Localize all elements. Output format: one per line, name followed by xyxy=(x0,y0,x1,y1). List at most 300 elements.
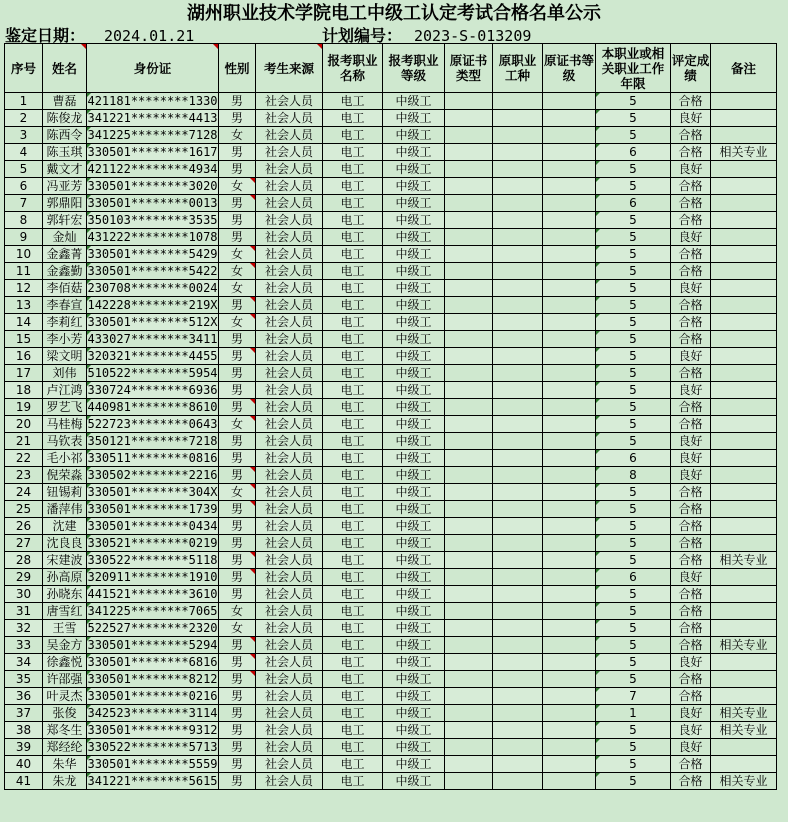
cell-name: 陈俊龙 xyxy=(43,110,87,127)
cell-gender: 男 xyxy=(219,144,256,161)
number-as-text-marker-icon xyxy=(87,365,91,369)
table-row xyxy=(5,178,777,195)
cell-index: 11 xyxy=(5,263,43,280)
number-as-text-marker-icon xyxy=(596,416,600,420)
cell-remark xyxy=(711,484,777,501)
cell-work-years: 5 xyxy=(596,297,671,314)
cell-result: 合格 xyxy=(671,297,711,314)
cell-occupation: 电工 xyxy=(323,382,383,399)
number-as-text-marker-icon xyxy=(87,178,91,182)
cell-occupation: 电工 xyxy=(323,552,383,569)
comment-marker-icon xyxy=(250,501,255,506)
cell-source: 社会人员 xyxy=(256,450,323,467)
cell-id-number: 510522********5954 xyxy=(87,366,218,380)
cell-index: 22 xyxy=(5,450,43,467)
table-row xyxy=(5,484,777,501)
cell-orig-trade xyxy=(493,144,543,161)
cell-level: 中级工 xyxy=(383,263,445,280)
cell-source: 社会人员 xyxy=(256,161,323,178)
cell-remark xyxy=(711,110,777,127)
cell-level: 中级工 xyxy=(383,756,445,773)
cell-orig-trade xyxy=(493,450,543,467)
cell-id-number: 330501********512X xyxy=(87,315,218,329)
cell-name: 潘萍伟 xyxy=(43,501,87,518)
cell-name: 卢江鸿 xyxy=(43,382,87,399)
cell-orig-cert-type xyxy=(445,195,493,212)
cell-orig-cert-level xyxy=(543,365,596,382)
cell-orig-trade xyxy=(493,263,543,280)
cell-id-number: 330501********8212 xyxy=(87,672,218,686)
cell-gender: 男 xyxy=(219,93,256,110)
cell-level: 中级工 xyxy=(383,586,445,603)
cell-remark: 相关专业 xyxy=(711,637,777,654)
cell-level: 中级工 xyxy=(383,569,445,586)
cell-work-years: 5 xyxy=(596,535,671,552)
cell-result: 良好 xyxy=(671,280,711,297)
cell-source: 社会人员 xyxy=(256,399,323,416)
cell-orig-cert-level xyxy=(543,620,596,637)
cell-orig-cert-type xyxy=(445,93,493,110)
table-row xyxy=(5,297,777,314)
table-row xyxy=(5,739,777,756)
table-row xyxy=(5,314,777,331)
table-row xyxy=(5,552,777,569)
cell-level: 中级工 xyxy=(383,688,445,705)
results-table xyxy=(4,43,777,790)
cell-source: 社会人员 xyxy=(256,535,323,552)
cell-gender: 男 xyxy=(219,433,256,450)
cell-index: 38 xyxy=(5,722,43,739)
cell-name: 朱华 xyxy=(43,756,87,773)
header-remark: 备注 xyxy=(711,44,777,93)
cell-orig-cert-level xyxy=(543,756,596,773)
cell-gender: 男 xyxy=(219,467,256,484)
cell-index: 18 xyxy=(5,382,43,399)
cell-index: 2 xyxy=(5,110,43,127)
cell-orig-trade xyxy=(493,93,543,110)
cell-orig-cert-level xyxy=(543,110,596,127)
cell-name: 金鑫勤 xyxy=(43,263,87,280)
cell-orig-cert-level xyxy=(543,773,596,790)
number-as-text-marker-icon xyxy=(596,552,600,556)
number-as-text-marker-icon xyxy=(87,637,91,641)
header-row xyxy=(5,44,777,93)
cell-orig-cert-level xyxy=(543,688,596,705)
cell-level: 中级工 xyxy=(383,722,445,739)
cell-occupation: 电工 xyxy=(323,331,383,348)
number-as-text-marker-icon xyxy=(596,229,600,233)
cell-occupation: 电工 xyxy=(323,365,383,382)
number-as-text-marker-icon xyxy=(596,773,600,777)
cell-remark xyxy=(711,739,777,756)
cell-id-number: 320911********1910 xyxy=(87,570,218,584)
cell-orig-cert-type xyxy=(445,501,493,518)
cell-id-number: 330501********3020 xyxy=(87,179,218,193)
plan-number-value: 2023-S-013209 xyxy=(414,27,532,45)
cell-orig-trade xyxy=(493,467,543,484)
cell-source: 社会人员 xyxy=(256,178,323,195)
cell-work-years: 6 xyxy=(596,144,671,161)
number-as-text-marker-icon xyxy=(596,518,600,522)
cell-level: 中级工 xyxy=(383,433,445,450)
cell-result: 良好 xyxy=(671,348,711,365)
cell-orig-trade xyxy=(493,348,543,365)
cell-remark xyxy=(711,535,777,552)
number-as-text-marker-icon xyxy=(87,297,91,301)
cell-orig-cert-level xyxy=(543,263,596,280)
cell-orig-trade xyxy=(493,331,543,348)
cell-orig-cert-type xyxy=(445,110,493,127)
cell-level: 中级工 xyxy=(383,110,445,127)
cell-orig-cert-level xyxy=(543,739,596,756)
table-row xyxy=(5,688,777,705)
cell-occupation: 电工 xyxy=(323,348,383,365)
cell-work-years: 5 xyxy=(596,671,671,688)
cell-orig-cert-level xyxy=(543,314,596,331)
cell-result: 良好 xyxy=(671,450,711,467)
cell-level: 中级工 xyxy=(383,501,445,518)
cell-orig-cert-level xyxy=(543,348,596,365)
comment-marker-icon xyxy=(250,637,255,642)
cell-work-years: 5 xyxy=(596,773,671,790)
cell-index: 19 xyxy=(5,399,43,416)
cell-orig-trade xyxy=(493,705,543,722)
cell-orig-trade xyxy=(493,603,543,620)
cell-index: 32 xyxy=(5,620,43,637)
number-as-text-marker-icon xyxy=(87,110,91,114)
number-as-text-marker-icon xyxy=(596,569,600,573)
cell-orig-cert-level xyxy=(543,722,596,739)
cell-id-number: 330501********9312 xyxy=(87,723,218,737)
cell-gender: 女 xyxy=(219,246,256,263)
cell-remark xyxy=(711,365,777,382)
cell-gender: 女 xyxy=(219,484,256,501)
comment-marker-icon xyxy=(250,484,255,489)
cell-source: 社会人员 xyxy=(256,688,323,705)
cell-work-years: 5 xyxy=(596,212,671,229)
cell-orig-cert-type xyxy=(445,212,493,229)
cell-level: 中级工 xyxy=(383,127,445,144)
cell-result: 合格 xyxy=(671,195,711,212)
comment-marker-icon xyxy=(250,654,255,659)
cell-orig-trade xyxy=(493,688,543,705)
page-title: 湖州职业技术学院电工中级工认定考试合格名单公示 xyxy=(187,3,601,24)
cell-gender: 男 xyxy=(219,773,256,790)
cell-orig-cert-level xyxy=(543,671,596,688)
cell-remark xyxy=(711,450,777,467)
cell-gender: 女 xyxy=(219,263,256,280)
cell-gender: 男 xyxy=(219,450,256,467)
cell-occupation: 电工 xyxy=(323,161,383,178)
cell-level: 中级工 xyxy=(383,552,445,569)
cell-id-number: 330501********6816 xyxy=(87,655,218,669)
cell-name: 沈建 xyxy=(43,518,87,535)
results-table-body xyxy=(5,93,777,790)
table-row xyxy=(5,773,777,790)
cell-source: 社会人员 xyxy=(256,348,323,365)
cell-work-years: 5 xyxy=(596,314,671,331)
cell-remark: 相关专业 xyxy=(711,722,777,739)
table-row xyxy=(5,365,777,382)
cell-remark xyxy=(711,161,777,178)
cell-index: 4 xyxy=(5,144,43,161)
table-row xyxy=(5,467,777,484)
number-as-text-marker-icon xyxy=(596,586,600,590)
cell-id-number: 341225********7065 xyxy=(87,604,218,618)
cell-id-number: 330501********0013 xyxy=(87,196,218,210)
cell-remark: 相关专业 xyxy=(711,773,777,790)
cell-work-years: 5 xyxy=(596,127,671,144)
cell-orig-cert-level xyxy=(543,569,596,586)
cell-occupation: 电工 xyxy=(323,739,383,756)
comment-marker-icon xyxy=(250,297,255,302)
number-as-text-marker-icon xyxy=(87,552,91,556)
cell-orig-cert-level xyxy=(543,637,596,654)
table-row xyxy=(5,501,777,518)
cell-orig-cert-type xyxy=(445,127,493,144)
cell-orig-cert-level xyxy=(543,416,596,433)
cell-orig-cert-level xyxy=(543,535,596,552)
cell-work-years: 6 xyxy=(596,450,671,467)
cell-orig-cert-level xyxy=(543,467,596,484)
cell-orig-trade xyxy=(493,280,543,297)
cell-index: 20 xyxy=(5,416,43,433)
cell-id-number: 431222********1078 xyxy=(87,230,218,244)
cell-result: 合格 xyxy=(671,620,711,637)
cell-source: 社会人员 xyxy=(256,246,323,263)
cell-orig-cert-type xyxy=(445,671,493,688)
cell-source: 社会人员 xyxy=(256,654,323,671)
cell-occupation: 电工 xyxy=(323,178,383,195)
cell-name: 郭鼎阳 xyxy=(43,195,87,212)
cell-gender: 男 xyxy=(219,110,256,127)
cell-work-years: 5 xyxy=(596,382,671,399)
cell-orig-trade xyxy=(493,773,543,790)
cell-result: 合格 xyxy=(671,365,711,382)
cell-occupation: 电工 xyxy=(323,484,383,501)
cell-occupation: 电工 xyxy=(323,671,383,688)
cell-remark xyxy=(711,195,777,212)
comment-marker-icon xyxy=(81,44,86,49)
cell-remark xyxy=(711,399,777,416)
cell-level: 中级工 xyxy=(383,620,445,637)
cell-source: 社会人员 xyxy=(256,705,323,722)
table-row xyxy=(5,382,777,399)
cell-remark xyxy=(711,93,777,110)
cell-source: 社会人员 xyxy=(256,569,323,586)
cell-result: 合格 xyxy=(671,535,711,552)
cell-result: 合格 xyxy=(671,246,711,263)
header-source: 考生来源 xyxy=(256,44,323,93)
cell-gender: 男 xyxy=(219,229,256,246)
cell-name: 唐雪红 xyxy=(43,603,87,620)
cell-orig-cert-level xyxy=(543,433,596,450)
cell-result: 合格 xyxy=(671,603,711,620)
cell-orig-cert-level xyxy=(543,246,596,263)
cell-work-years: 5 xyxy=(596,178,671,195)
cell-name: 金灿 xyxy=(43,229,87,246)
cell-orig-trade xyxy=(493,246,543,263)
cell-orig-cert-level xyxy=(543,93,596,110)
cell-id-number: 522723********0643 xyxy=(87,417,218,431)
cell-work-years: 5 xyxy=(596,110,671,127)
cell-orig-trade xyxy=(493,552,543,569)
cell-name: 曹磊 xyxy=(43,93,87,110)
cell-gender: 女 xyxy=(219,178,256,195)
cell-result: 良好 xyxy=(671,161,711,178)
cell-orig-trade xyxy=(493,382,543,399)
cell-index: 34 xyxy=(5,654,43,671)
cell-remark xyxy=(711,314,777,331)
cell-gender: 男 xyxy=(219,161,256,178)
appraisal-date-label: 鉴定日期： xyxy=(5,26,86,45)
cell-index: 23 xyxy=(5,467,43,484)
cell-gender: 男 xyxy=(219,637,256,654)
cell-occupation: 电工 xyxy=(323,416,383,433)
cell-work-years: 5 xyxy=(596,756,671,773)
cell-name: 宋建波 xyxy=(43,552,87,569)
cell-work-years: 5 xyxy=(596,620,671,637)
cell-level: 中级工 xyxy=(383,739,445,756)
cell-name: 郑经纶 xyxy=(43,739,87,756)
cell-level: 中级工 xyxy=(383,178,445,195)
cell-remark xyxy=(711,518,777,535)
cell-orig-cert-type xyxy=(445,399,493,416)
cell-result: 合格 xyxy=(671,586,711,603)
cell-work-years: 5 xyxy=(596,399,671,416)
cell-level: 中级工 xyxy=(383,314,445,331)
cell-orig-cert-level xyxy=(543,518,596,535)
cell-orig-cert-level xyxy=(543,178,596,195)
cell-orig-cert-type xyxy=(445,280,493,297)
cell-gender: 男 xyxy=(219,331,256,348)
cell-index: 16 xyxy=(5,348,43,365)
table-row xyxy=(5,433,777,450)
cell-source: 社会人员 xyxy=(256,739,323,756)
table-row xyxy=(5,280,777,297)
cell-index: 12 xyxy=(5,280,43,297)
table-row xyxy=(5,535,777,552)
cell-name: 朱龙 xyxy=(43,773,87,790)
cell-index: 21 xyxy=(5,433,43,450)
cell-remark xyxy=(711,348,777,365)
cell-orig-cert-type xyxy=(445,586,493,603)
cell-occupation: 电工 xyxy=(323,399,383,416)
cell-gender: 男 xyxy=(219,501,256,518)
cell-id-number: 330501********1739 xyxy=(87,502,218,516)
number-as-text-marker-icon xyxy=(87,773,91,777)
cell-orig-cert-level xyxy=(543,195,596,212)
cell-remark xyxy=(711,756,777,773)
number-as-text-marker-icon xyxy=(87,246,91,250)
number-as-text-marker-icon xyxy=(596,637,600,641)
cell-name: 李佰菇 xyxy=(43,280,87,297)
cell-orig-trade xyxy=(493,569,543,586)
table-row xyxy=(5,161,777,178)
cell-occupation: 电工 xyxy=(323,127,383,144)
cell-source: 社会人员 xyxy=(256,416,323,433)
cell-remark xyxy=(711,331,777,348)
cell-name: 毛小祁 xyxy=(43,450,87,467)
cell-level: 中级工 xyxy=(383,399,445,416)
cell-index: 39 xyxy=(5,739,43,756)
number-as-text-marker-icon xyxy=(87,756,91,760)
cell-result: 合格 xyxy=(671,399,711,416)
number-as-text-marker-icon xyxy=(87,229,91,233)
header-gender: 性别 xyxy=(219,44,256,93)
cell-orig-cert-type xyxy=(445,688,493,705)
cell-source: 社会人员 xyxy=(256,484,323,501)
cell-index: 31 xyxy=(5,603,43,620)
number-as-text-marker-icon xyxy=(87,654,91,658)
cell-index: 24 xyxy=(5,484,43,501)
cell-name: 孙高原 xyxy=(43,569,87,586)
cell-remark xyxy=(711,263,777,280)
cell-occupation: 电工 xyxy=(323,654,383,671)
table-row xyxy=(5,331,777,348)
cell-remark xyxy=(711,654,777,671)
cell-remark xyxy=(711,416,777,433)
number-as-text-marker-icon xyxy=(87,688,91,692)
comment-marker-icon xyxy=(317,44,322,49)
table-row xyxy=(5,603,777,620)
cell-index: 40 xyxy=(5,756,43,773)
cell-orig-cert-type xyxy=(445,722,493,739)
cell-orig-cert-type xyxy=(445,246,493,263)
cell-result: 合格 xyxy=(671,331,711,348)
number-as-text-marker-icon xyxy=(87,739,91,743)
cell-id-number: 433027********3411 xyxy=(87,332,218,346)
cell-orig-cert-level xyxy=(543,144,596,161)
cell-level: 中级工 xyxy=(383,773,445,790)
cell-orig-trade xyxy=(493,110,543,127)
number-as-text-marker-icon xyxy=(87,144,91,148)
cell-occupation: 电工 xyxy=(323,212,383,229)
cell-orig-cert-type xyxy=(445,416,493,433)
cell-source: 社会人员 xyxy=(256,722,323,739)
cell-level: 中级工 xyxy=(383,450,445,467)
cell-id-number: 341221********4413 xyxy=(87,111,218,125)
number-as-text-marker-icon xyxy=(596,501,600,505)
number-as-text-marker-icon xyxy=(87,280,91,284)
cell-level: 中级工 xyxy=(383,246,445,263)
cell-gender: 男 xyxy=(219,756,256,773)
table-row xyxy=(5,246,777,263)
cell-remark xyxy=(711,620,777,637)
cell-name: 张俊 xyxy=(43,705,87,722)
cell-work-years: 5 xyxy=(596,739,671,756)
number-as-text-marker-icon xyxy=(87,620,91,624)
cell-level: 中级工 xyxy=(383,654,445,671)
cell-occupation: 电工 xyxy=(323,518,383,535)
header-orig-cert-level: 原证书等级 xyxy=(543,44,596,93)
header-work-years: 本职业或相关职业工作年限 xyxy=(596,44,671,93)
header-id-number: 身份证 xyxy=(87,44,219,93)
cell-orig-cert-level xyxy=(543,161,596,178)
cell-orig-cert-type xyxy=(445,144,493,161)
number-as-text-marker-icon xyxy=(596,450,600,454)
cell-result: 合格 xyxy=(671,93,711,110)
comment-marker-icon xyxy=(250,569,255,574)
cell-id-number: 441521********3610 xyxy=(87,587,218,601)
cell-work-years: 5 xyxy=(596,348,671,365)
cell-orig-cert-level xyxy=(543,229,596,246)
table-row xyxy=(5,416,777,433)
cell-result: 良好 xyxy=(671,433,711,450)
number-as-text-marker-icon xyxy=(87,535,91,539)
cell-source: 社会人员 xyxy=(256,263,323,280)
comment-marker-icon xyxy=(250,263,255,268)
